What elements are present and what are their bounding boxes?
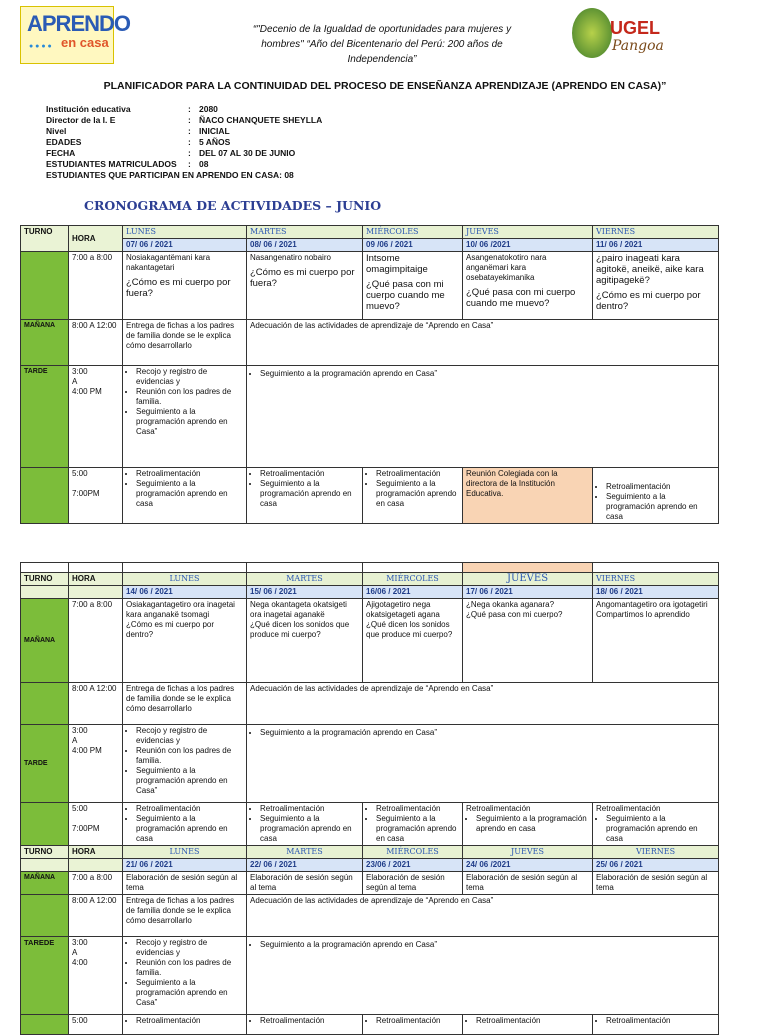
elaboracion-cell: Elaboración de sesión según al tema — [123, 872, 247, 895]
retro-cell: • Retroalimentación • Seguimiento a la programación aprendo en casa — [247, 468, 363, 524]
retro-cell: • Retroalimentación — [363, 1015, 463, 1035]
hora-header: HORA — [69, 226, 123, 252]
time-cell: 3:00 A 4:00 PM — [69, 366, 123, 468]
activity-cell: Nosiakagantëmani kara nakantagetari ¿Cómo es mi cuerpo por fuera? — [123, 252, 247, 320]
day-header: LUNES — [123, 226, 247, 239]
day-header: JUEVES — [463, 226, 593, 239]
empty-cell — [21, 859, 69, 872]
activity-cell: Nasangenatiro nobairo ¿Cómo es mi cuerpo por fuera? — [247, 252, 363, 320]
info-label: ESTUDIANTES MATRICULADOS — [46, 159, 177, 169]
empty-cell — [593, 563, 719, 573]
day-header: MIÉRCOLES — [363, 573, 463, 586]
retro-cell: • Retroalimentación — [123, 1015, 247, 1035]
hora-header: HORA — [69, 846, 123, 859]
date-cell: 10/ 06 /2021 — [463, 239, 593, 252]
empty-cell — [69, 563, 123, 573]
elaboracion-cell: Elaboración de sesión según al tema — [247, 872, 363, 895]
day-header: MIÉRCOLES — [363, 846, 463, 859]
cronograma-title: CRONOGRAMA DE ACTIVIDADES – JUNIO — [84, 198, 382, 213]
seguimiento-cell: • Seguimiento a la programación aprendo en Casa” — [247, 937, 719, 1015]
empty-cell — [247, 563, 363, 573]
day-header: MARTES — [247, 846, 363, 859]
fichas-cell: Entrega de fichas a los padres de familia donde se le explica cómo desarrollarlo — [123, 683, 247, 725]
activity-cell: Nega okantageta okatsigeti ora inagetai aganakë ¿Qué dicen los sonidos que produce mi cuerpo? — [247, 599, 363, 683]
elaboracion-cell: Elaboración de sesión según al tema — [463, 872, 593, 895]
empty-cell — [463, 563, 593, 573]
adecuacion-cell: Adecuación de las actividades de aprendizaje de “Aprendo en Casa” — [247, 320, 719, 366]
seguimiento-cell: • Seguimiento a la programación aprendo en Casa” — [247, 366, 719, 468]
ugel-text: UGEL — [610, 18, 661, 38]
info-value: 08 — [199, 159, 209, 169]
date-cell: 22/ 06 / 2021 — [247, 859, 363, 872]
info-value: INICIAL — [199, 126, 230, 136]
retro-cell: • Retroalimentación • Seguimiento a la programación aprendo en casa — [123, 468, 247, 524]
day-header: VIERNES — [593, 573, 719, 586]
schedule-table-week1 — [20, 225, 719, 524]
fichas-cell: Entrega de fichas a los padres de familia donde se le explica cómo desarrollarlo — [123, 895, 247, 937]
logo-dots-icon: ● ● ● ● — [29, 43, 52, 50]
turno-marker — [21, 468, 69, 524]
empty-cell — [123, 563, 247, 573]
time-cell: 5:00 7:00PM — [69, 468, 123, 524]
turno-header: TURNO — [21, 226, 69, 252]
reunion-colegiada-cell: Reunión Colegiada con la directora de la Institución Educativa. — [463, 468, 593, 524]
date-cell: 24/ 06 /2021 — [463, 859, 593, 872]
turno-manana: MAÑANA — [21, 872, 69, 895]
info-label: EDADES — [46, 137, 82, 147]
adecuacion-cell: Adecuación de las actividades de aprendizaje de “Aprendo en Casa” — [247, 683, 719, 725]
time-cell: 5:00 7:00PM — [69, 803, 123, 846]
page-title: PLANIFICADOR PARA LA CONTINUIDAD DEL PROCESO DE ENSEÑANZA APRENDIZAJE (APRENDO EN CASA)” — [103, 80, 667, 92]
day-header: MARTES — [247, 226, 363, 239]
elaboracion-cell: Elaboración de sesión según al tema — [363, 872, 463, 895]
turno-manana: MAÑANA — [21, 320, 69, 366]
date-cell: 16/06 / 2021 — [363, 586, 463, 599]
info-label: Institución educativa — [46, 104, 131, 114]
empty-cell — [21, 586, 69, 599]
info-value: DEL 07 AL 30 DE JUNIO — [199, 148, 296, 158]
activity-cell: Osiakagantagetiro ora inagetai kara anganakë tsomagi ¿Cómo es mi cuerpo por dentro? — [123, 599, 247, 683]
hora-header: HORA — [69, 573, 123, 586]
turno-tarede: TAREDE — [21, 937, 69, 1015]
empty-cell — [21, 563, 69, 573]
decenio-text: “"Decenio de la Igualdad de oportunidades para mujeres y hombres" “Año del Bicentenario del Perú: 200 años de Independencia” — [252, 24, 512, 65]
logo-subtext: en casa — [61, 35, 109, 50]
date-cell: 09 /06 / 2021 — [363, 239, 463, 252]
fichas-cell: Entrega de fichas a los padres de familia donde se le explica cómo desarrollarlo — [123, 320, 247, 366]
turno-header: TURNO — [21, 846, 69, 859]
turno-marker — [21, 252, 69, 320]
time-cell: 5:00 — [69, 1015, 123, 1035]
retro-cell: Retroalimentación • Seguimiento a la programación aprendo en casa — [593, 803, 719, 846]
date-cell: 08/ 06 / 2021 — [247, 239, 363, 252]
aprendo-en-casa-logo — [20, 6, 131, 64]
tarde-tasks-cell: • Recojo y registro de evidencias y • Reunión con los padres de familia. • Seguimiento a la programación aprendo en Casa” — [123, 366, 247, 468]
turno-manana: MAÑANA — [21, 599, 69, 683]
time-cell: 3:00 A 4:00 PM — [69, 725, 123, 803]
time-cell: 7:00 a 8:00 — [69, 252, 123, 320]
day-header: JUEVES — [463, 846, 593, 859]
date-cell: 23/06 / 2021 — [363, 859, 463, 872]
time-cell: 8:00 A 12:00 — [69, 895, 123, 937]
schedule-table-week2 — [20, 562, 719, 1035]
logo-text: APRENDO — [27, 11, 131, 36]
date-cell: 14/ 06 / 2021 — [123, 586, 247, 599]
date-cell: 25/ 06 / 2021 — [593, 859, 719, 872]
activity-cell: ¿Nega okanka aganara? ¿Qué pasa con mi cuerpo? — [463, 599, 593, 683]
date-cell: 07/ 06 / 2021 — [123, 239, 247, 252]
retro-cell: • Retroalimentación • Seguimiento a la programación aprendo en casa — [247, 803, 363, 846]
retro-cell: • Retroalimentación • Seguimiento a la programación aprendo en casa — [123, 803, 247, 846]
day-header: MARTES — [247, 573, 363, 586]
day-header: LUNES — [123, 846, 247, 859]
date-cell: 17/ 06 / 2021 — [463, 586, 593, 599]
turno-header: TURNO — [21, 573, 69, 586]
date-cell: 15/ 06 / 2021 — [247, 586, 363, 599]
info-participants: ESTUDIANTES QUE PARTICIPAN EN APRENDO EN CASA: 08 — [46, 170, 294, 180]
day-header: VIERNES — [593, 846, 719, 859]
date-cell: 21/ 06 / 2021 — [123, 859, 247, 872]
day-header: MIÉRCOLES — [363, 226, 463, 239]
empty-cell — [363, 563, 463, 573]
tarde-tasks-cell: • Recojo y registro de evidencias y • Reunión con los padres de familia. • Seguimiento a la programación aprendo en Casa” — [123, 937, 247, 1015]
elaboracion-cell: Elaboración de sesión según al tema — [593, 872, 719, 895]
time-cell: 3:00 A 4:00 — [69, 937, 123, 1015]
empty-cell — [69, 859, 123, 872]
time-cell: 8:00 A 12:00 — [69, 683, 123, 725]
date-cell: 18/ 06 / 2021 — [593, 586, 719, 599]
ugel-pangoa-logo — [572, 6, 662, 62]
day-header: JUEVES — [463, 573, 593, 586]
turno-marker — [21, 683, 69, 725]
empty-cell — [69, 586, 123, 599]
date-cell: 11/ 06 / 2021 — [593, 239, 719, 252]
retro-cell: • Retroalimentación • Seguimiento a la programación aprendo en casa — [363, 468, 463, 524]
activity-cell: ¿pairo inageati kara agitokë, aneikë, aike kara agitipagekë? ¿Cómo es mi cuerpo por dentro? — [593, 252, 719, 320]
day-header: VIERNES — [593, 226, 719, 239]
adecuacion-cell: Adecuación de las actividades de aprendizaje de “Aprendo en Casa” — [247, 895, 719, 937]
info-label: Director de la I. E — [46, 115, 116, 125]
retro-cell: • Retroalimentación — [247, 1015, 363, 1035]
activity-cell: Intsome omagimpitaige ¿Qué pasa con mi cuerpo cuando me muevo? — [363, 252, 463, 320]
turno-tarde: TARDE — [21, 725, 69, 803]
day-header: LUNES — [123, 573, 247, 586]
seal-icon — [572, 8, 612, 58]
retro-cell: • Retroalimentación — [463, 1015, 593, 1035]
activity-cell: Asangenatokotiro nara anganëmari kara osebatayekimanika ¿Qué pasa con mi cuerpo cuando me muevo? — [463, 252, 593, 320]
tarde-tasks-cell: • Recojo y registro de evidencias y • Reunión con los padres de familia. • Seguimiento a la programación aprendo en Casa” — [123, 725, 247, 803]
activity-cell: Ajigotagetiro nega okatsigetageti agana ¿Qué dicen los sonidos que produce mi cuerpo? — [363, 599, 463, 683]
retro-cell: • Retroalimentación — [593, 1015, 719, 1035]
time-cell: 7:00 a 8:00 — [69, 599, 123, 683]
info-value: 2080 — [199, 104, 218, 114]
info-value: ÑACO CHANQUETE SHEYLLA — [199, 115, 323, 125]
info-value: 5 AÑOS — [199, 137, 231, 147]
retro-cell: • Retroalimentación • Seguimiento a la programación aprendo en casa — [593, 468, 719, 524]
retro-cell: • Retroalimentación • Seguimiento a la programación aprendo en casa — [363, 803, 463, 846]
time-cell: 8:00 A 12:00 — [69, 320, 123, 366]
pangoa-text: Pangoa — [612, 38, 664, 54]
retro-cell: Retroalimentación • Seguimiento a la programación aprendo en casa — [463, 803, 593, 846]
turno-marker — [21, 895, 69, 937]
turno-tarde: TARDE — [21, 366, 69, 468]
info-label: FECHA — [46, 148, 76, 158]
seguimiento-cell: • Seguimiento a la programación aprendo en Casa” — [247, 725, 719, 803]
turno-marker — [21, 803, 69, 846]
info-label: Nivel — [46, 126, 67, 136]
time-cell: 7:00 a 8:00 — [69, 872, 123, 895]
turno-marker — [21, 1015, 69, 1035]
activity-cell: Angomantagetiro ora igotagetiri Compartimos lo aprendido — [593, 599, 719, 683]
